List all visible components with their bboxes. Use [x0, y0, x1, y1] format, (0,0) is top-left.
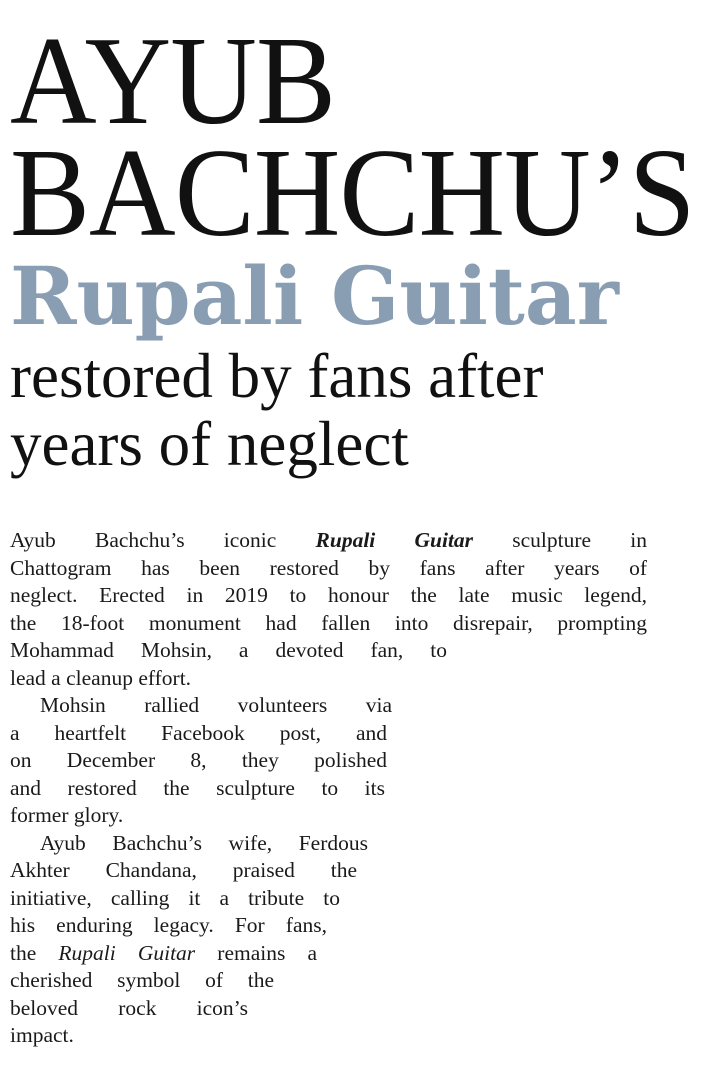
- body-line: on December 8, they polished: [10, 748, 387, 772]
- body-line: [10, 527, 647, 555]
- body-line: beloved rock icon’s: [10, 995, 248, 1020]
- headline-line-1: AYUB: [10, 10, 336, 151]
- paragraph-1: [10, 527, 647, 692]
- sculpture-name: Rupali Guitar: [315, 528, 474, 552]
- body-line: Mohsin rallied volunteers via: [40, 693, 392, 717]
- headline-line-5: years of neglect: [10, 409, 409, 479]
- body-text: remains a: [195, 940, 317, 965]
- body-line: former glory.: [10, 803, 124, 827]
- body-text: Ayub Bachchu’s iconic: [10, 528, 316, 552]
- headline-accent: Rupali Guitar: [10, 249, 619, 343]
- body-line: impact.: [10, 1023, 74, 1047]
- article-body: [10, 527, 647, 1050]
- body-line: lead a cleanup effort.: [10, 665, 192, 690]
- headline-line-2: BACHCHU’S: [10, 122, 695, 263]
- body-line: cherished symbol of the: [10, 968, 274, 992]
- sculpture-name: Rupali Guitar: [58, 940, 196, 965]
- headline: [10, 10, 700, 479]
- body-line: [10, 940, 317, 968]
- body-line: a heartfelt Facebook post, and: [10, 720, 387, 745]
- body-line: Akhter Chandana, praised the: [10, 858, 357, 882]
- headline-line-4: restored by fans after: [10, 341, 544, 411]
- body-text: the: [10, 940, 59, 965]
- body-text: sculpture in: [473, 528, 647, 552]
- paragraph-3: [10, 830, 647, 1050]
- body-line: initiative, calling it a tribute to: [10, 885, 340, 910]
- body-line: neglect. Erected in 2019 to honour the late music legend,: [10, 583, 647, 607]
- paragraph-2: [10, 692, 647, 830]
- body-line: Mohammad Mohsin, a devoted fan, to: [10, 638, 447, 662]
- body-line: and restored the sculpture to its: [10, 775, 385, 800]
- body-line: the 18-foot monument had fallen into disrepair, prompting: [10, 610, 647, 635]
- body-line: Chattogram has been restored by fans after years of: [10, 555, 647, 580]
- body-line: his enduring legacy. For fans,: [10, 913, 327, 937]
- body-line: Ayub Bachchu’s wife, Ferdous: [40, 830, 368, 855]
